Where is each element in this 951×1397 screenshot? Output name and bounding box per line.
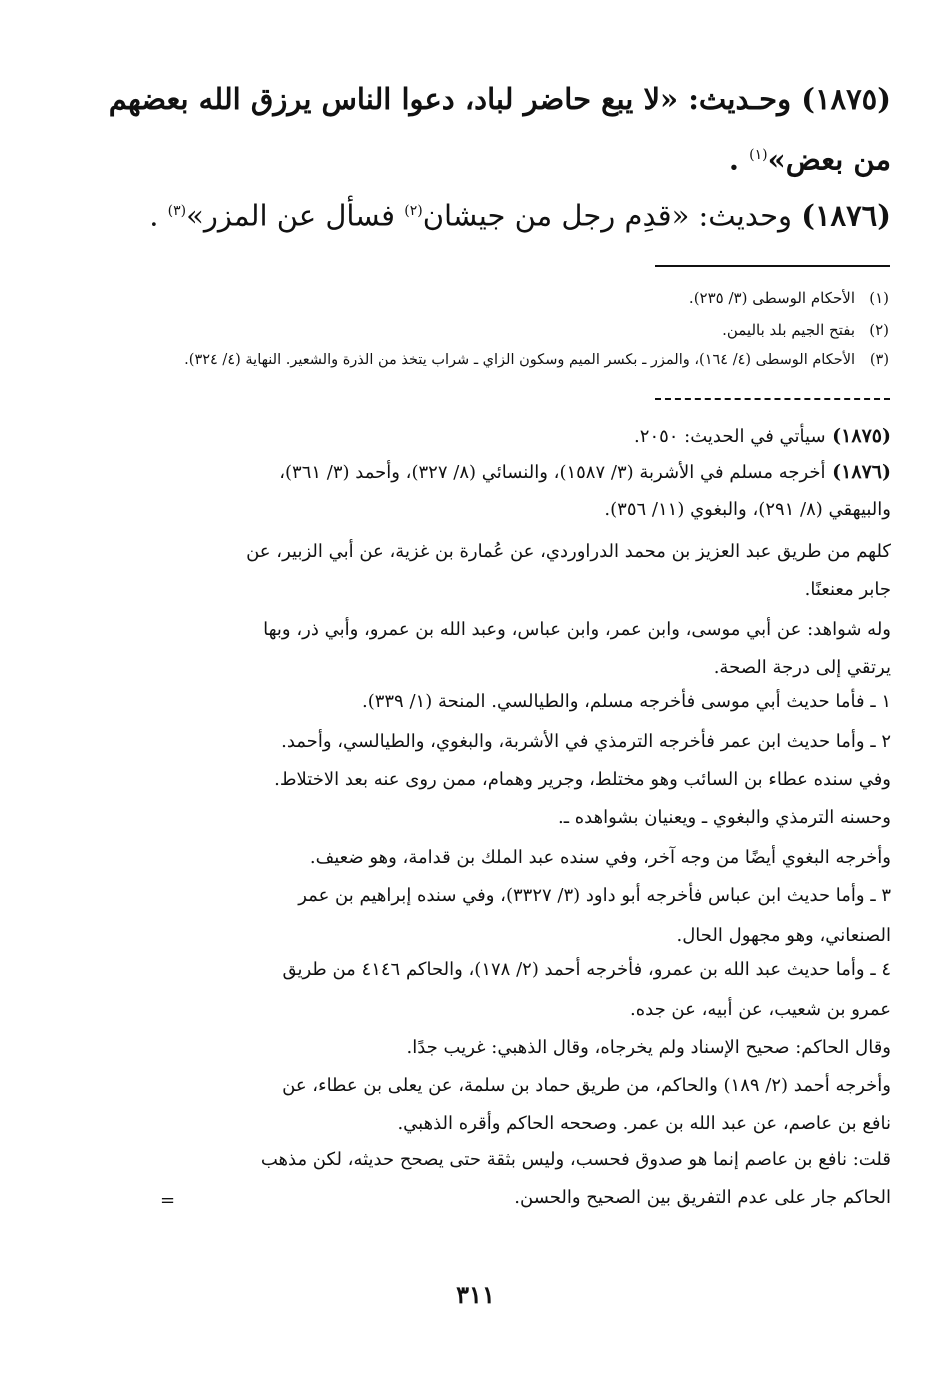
commentary-1876 [279,454,891,491]
continuation-mark: = [160,1190,176,1211]
commentary-line: ٤ ـ وأما حديث عبد الله بن عمرو، فأخرجه أحمد (٢/ ١٧٨)، والحاكم ٤١٤٦ من طريق [282,959,891,980]
commentary-text: سيأتي في الحديث: ٢٠٥٠. [634,426,826,447]
footnote-marker: (٢) [869,321,889,339]
footnote-text: الأحكام الوسطى (٣/ ٢٣٥). [688,289,855,307]
commentary-line: قلت: نافع بن عاصم إنما هو صدوق فحسب، وليس بثقة حتى يصحح حديثه، لكن مذهب [260,1149,891,1170]
commentary-line: وله شواهد: عن أبي موسى، وابن عمر، وابن عباس، وعبد الله بن عمرو، وأبي ذر، وبها [263,619,891,640]
footnote-ref: (١) [749,147,768,163]
hadith-1876-line [149,182,891,245]
hadith-text: فسأل عن المزر» [186,198,405,233]
punctuation: . [149,198,168,233]
punctuation: . [728,142,750,177]
hadith-1875-line-2 [729,126,891,189]
commentary-text: أخرجه مسلم في الأشربة (٣/ ١٥٨٧)، والنسائي (٨/ ٣٢٧)، وأحمد (٣/ ٣٦١)، [279,462,826,483]
footnote-separator [655,265,890,267]
commentary-line: ٣ ـ وأما حديث ابن عباس فأخرجه أبو داود (٣/ ٣٣٢٧)، وفي سنده إبراهيم بن عمر [298,885,891,906]
footnote-marker: (١) [869,289,889,307]
footnote-text: بفتح الجيم بلد باليمن. [722,321,855,339]
commentary-line: وقال الحاكم: صحيح الإسناد ولم يخرجاه، وقال الذهبي: غريب جدًا. [406,1037,891,1058]
commentary-line: جابر معنعنًا. [804,579,891,600]
commentary-line: عمرو بن شعيب، عن أبيه، عن جده. [629,999,891,1020]
hadith-number: (١٨٧٦) [801,198,891,233]
commentary-number: (١٨٧٥) [832,425,891,447]
commentary-line: كلهم من طريق عبد العزيز بن محمد الدراوردي، عن عُمارة بن غزية، عن أبي الزبير، عن [246,541,891,562]
commentary-line: يرتقي إلى درجة الصحة. [713,657,891,678]
commentary-line: وحسنه الترمذي والبغوي ـ ويعنيان بشواهده ـ. [558,807,891,828]
commentary-line: وفي سنده عطاء بن السائب وهو مختلط، وجرير وهمام، ممن روى عنه بعد الاختلاط. [274,769,891,790]
hadith-1875-line-1 [96,70,891,128]
footnote-text: الأحكام الوسطى (٤/ ١٦٤)، والمزر ـ بكسر الميم وسكون الزاي ـ شراب يتخذ من الذرة والشعير. النهاية (٤/ ٣٢٤). [184,352,855,368]
commentary-1875 [634,418,891,455]
footnote-2 [89,316,889,344]
commentary-line: وأخرجه أحمد (٢/ ١٨٩) والحاكم، من طريق حماد بن سلمة، عن يعلى بن عطاء، عن [282,1075,891,1096]
commentary-line: ٢ ـ وأما حديث ابن عمر فأخرجه الترمذي في الأشربة، والبغوي، والطيالسي، وأحمد. [281,731,891,752]
footnote-ref: (٣) [167,203,187,219]
hadith-text: من بعض» [767,142,891,177]
footnote-ref: (٢) [404,203,423,219]
page-number: ٣١١ [456,1280,495,1309]
hadith-text: وحـديث: «لا يبع حاضر لباد، دعوا الناس يرزق الله بعضهم [108,82,792,116]
commentary-line: الصنعاني، وهو مجهول الحال. [676,925,891,946]
commentary-line: والبيهقي (٨/ ٢٩١)، والبغوي (١١/ ٣٥٦). [604,499,891,520]
hadith-number: (١٨٧٥) [801,82,891,116]
footnote-1 [89,284,889,312]
commentary-line: نافع بن عاصم، عن عبد الله بن عمر. وصححه الحاكم وأقره الذهبي. [397,1113,891,1134]
commentary-line: الحاكم جار على عدم التفريق بين الصحيح والحسن. [514,1187,891,1208]
hadith-text: وحديث: «قدِم رجل من جيشان [422,198,792,233]
commentary-line: وأخرجه البغوي أيضًا من وجه آخر، وفي سنده عبد الملك بن قدامة، وهو ضعيف. [309,847,891,868]
footnote-3 [89,346,889,374]
commentary-line: ١ ـ فأما حديث أبي موسى فأخرجه مسلم، والطيالسي. المنحة (١/ ٣٣٩). [361,691,891,712]
commentary-number: (١٨٧٦) [832,461,891,483]
commentary-separator [655,398,890,400]
footnote-marker: (٣) [869,352,889,368]
